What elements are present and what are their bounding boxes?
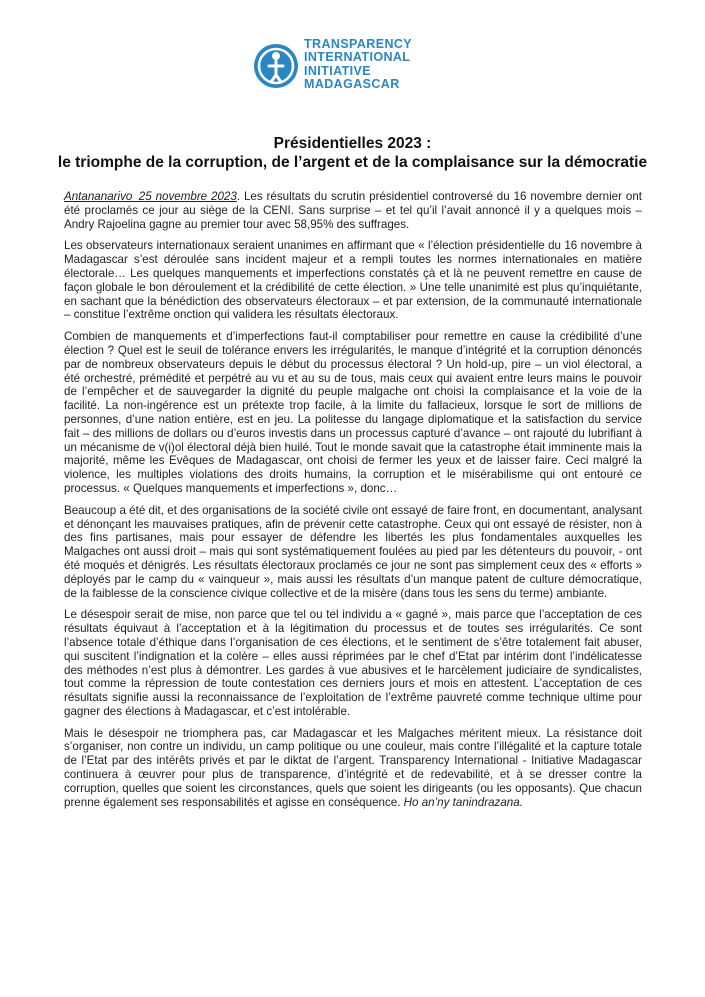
- logo-line: MADAGASCAR: [304, 77, 400, 92]
- paragraph-5: Le désespoir serait de mise, non parce que tel ou tel individu a « gagné », mais parce que l’acceptation de ces résultats équivaut à l’acceptation et à la légitimation du processus et de toutes ses irrégularités. Ce sont l’absence totale d’éthique dans l’organisation de ces élections, et le sentiment de s’être totalement fait abuser, qui suscitent l’indignation et la colère – elles aussi réprimées par le chef d’Etat par intérim dont l’indélicatesse des méthodes n’est plus à démontrer. Les gardes à vue abusives et le harcèlement judiciaire de syndicalistes, tout comme la répression de toute contestation ces derniers jours et mois en attestent. L’acceptation de ces résultats signifie aussi la reconnaissance de l’exploitation de l’extrême pauvreté comme technique ultime pour gagner des élections à Madagascar, et c’est intolérable.: [64, 608, 642, 718]
- organization-logo: [252, 36, 452, 96]
- document-title: [40, 134, 665, 172]
- paragraph-6: [64, 727, 642, 810]
- title-line-2: le triomphe de la corruption, de l’argent et de la complaisance sur la démocratie: [57, 154, 648, 171]
- document-body: [64, 190, 642, 817]
- logo-wordmark: [304, 38, 412, 92]
- paragraph-2: Les observateurs internationaux seraient unanimes en affirmant que « l’élection présidentielle du 16 novembre à Madagascar s’est déroulée sans incident majeur et a rempli toutes les normes internationales en matière électorale… Les quelques manquements et imperfections constatés çà et là ne peuvent remettre en cause de façon globale le bon déroulement et la crédibilité de cette élection. » Une telle unanimité est plus qu’inquiétante, en sachant que la bénédiction des observateurs électoraux – et par extension, de la communauté internationale – constitue l’extrême onction qui validera les résultats électoraux.: [64, 239, 642, 322]
- paragraph-1-text: . Les résultats du scrutin présidentiel controversé du 16 novembre dernier ont été proclamés ce jour au siège de la CENI. Sans surprise – et tel qu’il l’avait annoncé il y a quelques mois – Andry Rajoelina gagne au premier tour avec 58,95% des suffrages.: [64, 190, 642, 231]
- paragraph-1: [64, 190, 642, 231]
- paragraph-4: Beaucoup a été dit, et des organisations de la société civile ont essayé de faire front, en documentant, analysant et dénonçant les mauvaises pratiques, afin de prévenir cette catastrophe. Ceux qui ont essayé de résister, non à des fins partisanes, mais pour essayer de défendre les libertés les plus fondamentales auxquelles les Malgaches ont aussi droit – mais qui sont systématiquement foulées au pied par les détenteurs du pouvoir, - ont été moqués et dénigrés. Les résultats électoraux proclamés ce jour ne sont pas simplement ceux des « efforts » déployés par le camp du « vainqueur », mais aussi les résultats d’un manque patent de culture démocratique, de la faiblesse de la conscience civique collective et de la misère (dans tous les sens du terme) ambiante.: [64, 503, 642, 600]
- title-line-1: Présidentielles 2023 :: [273, 135, 432, 152]
- paragraph-6-text: Mais le désespoir ne triomphera pas, car Madagascar et les Malgaches méritent mieux. La résistance doit s’organiser, non contre un individu, un camp politique ou une couleur, mais contre l’illégalité et la capture totale de l’Etat par des intérêts privés et par le diktat de l’argent. Transparency International - Initiative Madagascar continuera à œuvrer pour plus de transparence, d’intégrité et de redevabilité, et à se dresser contre la corruption, quelles que soient les circonstances, quels que soient les dirigeants (ou les opposants). Que chacun prenne également ses responsabilités et agisse en conséquence.: [64, 726, 642, 809]
- closing-phrase: Ho an’ny tanindrazana.: [403, 795, 523, 809]
- logo-line: TRANSPARENCY: [304, 37, 413, 51]
- transparency-globe-icon: [252, 42, 300, 90]
- dateline: Antananarivo_25 novembre 2023: [64, 190, 237, 203]
- logo-line: INTERNATIONAL: [304, 50, 411, 65]
- paragraph-3: Combien de manquements et d’imperfections faut-il comptabiliser pour remettre en cause la crédibilité d’une élection ? Quel est le seuil de tolérance envers les irrégularités, le manque d’intégrité et la corruption dénoncés par de nombreux observateurs depuis le début du processus électoral ? Un hold-up, pire – un viol électoral, a été orchestré, prémédité et perpétré au vu et au su de tous, mais ceux qui avaient entre leurs mains le pouvoir de l’empêcher et de sauvegarder la dignité du peuple malgache ont choisi la complaisance et la voie de la facilité. La non-ingérence est un prétexte trop facile, à la limite du fallacieux, lorsque le sort de millions de personnes, d’une nation entière, est en jeu. La politesse du langage diplomatique et la satisfaction du service fait – des millions de dollars ou d’euros investis dans un processus capturé d’avance – ont rajouté du lubrifiant à un mécanisme de v(i)ol électoral déjà bien huilé. Tout le monde savait que la catastrophe était imminente mais la majorité, même les Evêques de Madagascar, ont choisi de fermer les yeux et de laisser faire. Ceci malgré la violence, les multiples violations des droits humains, la corruption et le misérabilisme qui ont entouré ce processus. « Quelques manquements et imperfections », donc…: [64, 330, 642, 495]
- logo-line: INITIATIVE: [304, 63, 371, 78]
